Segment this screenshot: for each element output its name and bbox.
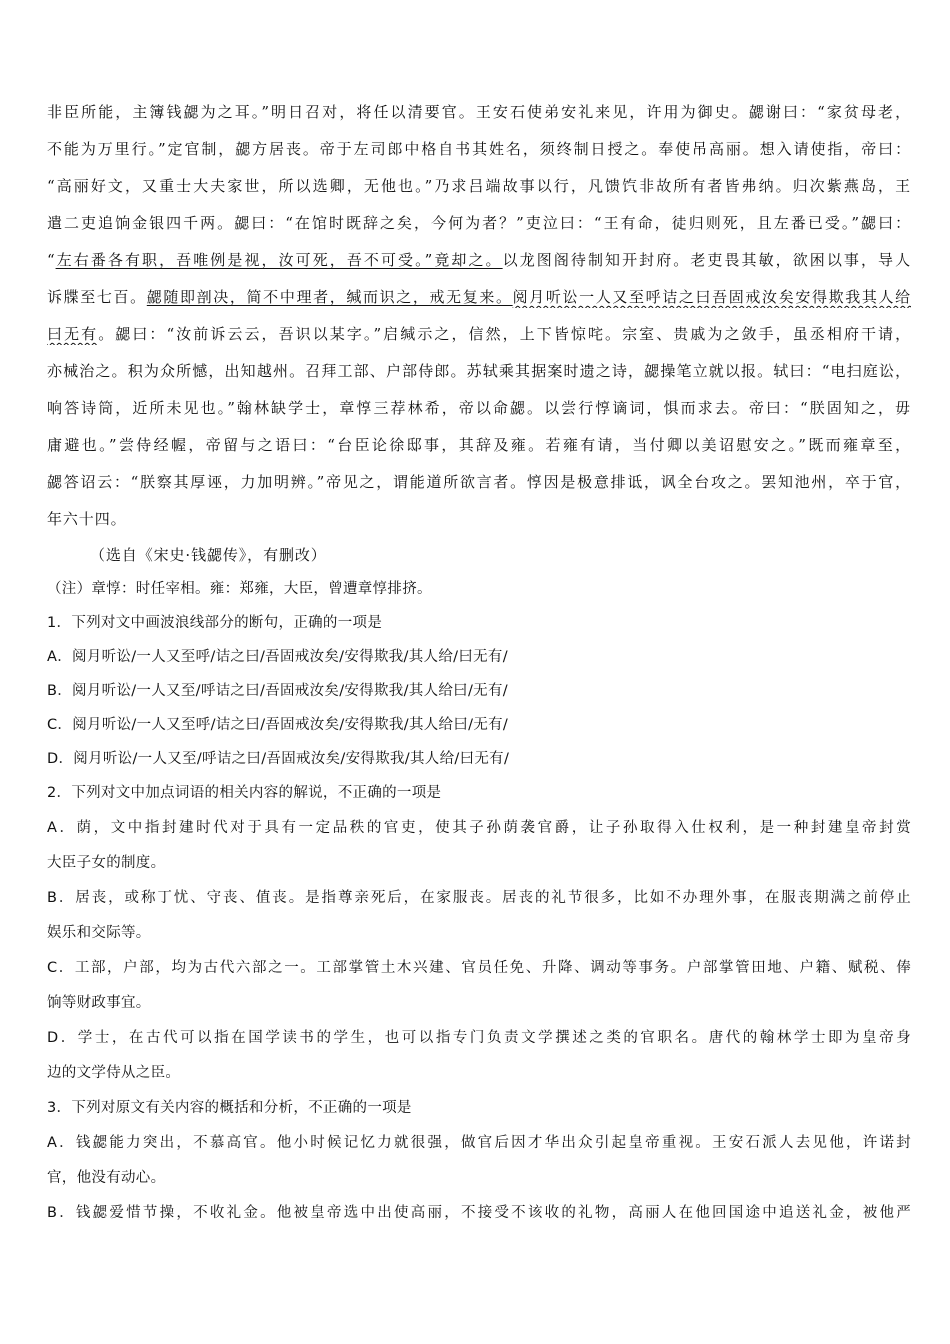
annotation-note: （注）章惇：时任宰相。雍：郑雍，大臣，曾遭章惇排挤。: [47, 581, 432, 597]
q3-stem: 3．下列对原文有关内容的概括和分析，不正确的一项是: [47, 1100, 412, 1116]
q1-option-b: B．阅月听讼/一人又至/呼诘之曰/吾固戒汝矣/安得欺我/其人给曰/无有/: [47, 683, 508, 699]
source-citation: （选自《宋史·钱勰传》，有删改）: [90, 546, 327, 564]
q1-option-c: C．阅月听讼/一人又至呼/诘之曰/吾固戒汝矣/安得欺我/其人给曰/无有/: [47, 717, 509, 733]
passage-line-7: [47, 323, 911, 345]
passage-line-7-post: 。勰曰：“汝前诉云云，吾识以某字。”启缄示之，信然，上下皆惊咤。宗室、贵戚为之敛手，虽丞相府干请，: [98, 325, 911, 343]
q1-stem: 1．下列对文中画波浪线部分的断句，正确的一项是: [47, 615, 383, 631]
q2-option-d-line2: 边的文学侍从之臣。: [47, 1065, 181, 1081]
q1-option-d: D．阅月听讼/一人又至/呼诘之曰/吾固戒汝矣/安得欺我/其人给/曰无有/: [47, 751, 510, 767]
passage-line-5-pre: “: [47, 251, 56, 269]
passage-line-3: “高丽好文，又重士大夫家世，所以选卿，无他也。”乃求吕端故事以行，凡馈饩非故所有者皆弗纳。归次紫燕岛，王: [47, 177, 911, 195]
passage-line-12: 年六十四。: [47, 510, 127, 528]
q2-option-b-line1: B．居丧，或称丁忧、守丧、值丧。是指尊亲死后，在家服丧。居丧的礼节很多，比如不办理外事，在服丧期满之前停止: [47, 890, 911, 906]
q2-option-d-line1: D．学士，在古代可以指在国学读书的学生，也可以指专门负责文学撰述之类的官职名。唐代的翰林学士即为皇帝身: [47, 1030, 911, 1046]
q2-option-b-line2: 娱乐和交际等。: [47, 925, 151, 941]
q2-option-c-line2: 饷等财政事宜。: [47, 995, 151, 1011]
passage-line-4: 遣二吏追饷金银四千两。勰曰：“在馆时既辞之矣，今何为者？”吏泣曰：“王有命，徒归则死，且左番已受。”勰曰：: [47, 214, 911, 232]
passage-line-5-post: 以龙图阁待制知开封府。老吏畏其敏，欲困以事，导人: [502, 251, 911, 269]
passage-line-9: 响答诗筒，近所未见也。”翰林缺学士，章惇三荐林希，帝以命勰。以尝行惇谪词，惧而求去。帝曰：“朕固知之，毋: [47, 399, 911, 417]
passage-line-11: 勰答诏云：“朕察其厚诬，力加明辨。”帝见之，谓能道所欲言者。惇因是极意排诋，讽全台攻之。罢知池州，卒于官，: [47, 473, 911, 491]
q2-option-c-line1: C．工部，户部，均为古代六部之一。工部掌管土木兴建、官员任免、升降、调动等事务。户部掌管田地、户籍、赋税、俸: [47, 960, 911, 976]
wavy-underlined-end: 曰无有: [47, 325, 99, 343]
q2-option-a-line2: 大臣子女的制度。: [47, 855, 166, 871]
q2-option-a-line1: A．荫，文中指封建时代对于具有一定品秩的官吏，使其子孙荫袭官爵，让子孙取得入仕权利，是一种封建皇帝封赏: [47, 820, 911, 836]
wavy-underlined-sentence: 阅月听讼一人又至呼诘之曰吾固戒汝矣安得欺我其人给: [512, 288, 911, 306]
q3-option-a-line2: 官，他没有动心。: [47, 1170, 166, 1186]
passage-line-2: 不能为万里行。”定官制，勰方居丧。帝于左司郎中格自书其姓名，须终制日授之。奉使吊高丽。想入请使指，帝曰：: [47, 140, 911, 158]
underlined-sentence: 勰随即剖决，简不中理者，缄而识之，戒无复来。: [146, 288, 513, 306]
q3-option-a-line1: A．钱勰能力突出，不慕高官。他小时候记忆力就很强，做官后因才华出众引起皇帝重视。王安石派人去见他，许诺封: [47, 1135, 911, 1151]
q3-option-b-line1: B．钱勰爱惜节操，不收礼金。他被皇帝选中出使高丽，不接受不该收的礼物，高丽人在他回国途中追送礼金，被他严: [47, 1205, 911, 1221]
passage-line-6: [47, 286, 911, 308]
passage-line-1: 非臣所能，主簿钱勰为之耳。”明日召对，将任以清要官。王安石使弟安礼来见，许用为御史。勰谢曰：“家贫母老，: [47, 103, 911, 121]
passage-line-5: [47, 249, 911, 271]
q1-option-a: A．阅月听讼/一人又至呼/诘之曰/吾固戒汝矣/安得欺我/其人给/曰无有/: [47, 649, 508, 665]
passage-line-10: 庸避也。”尝侍经幄，帝留与之语曰：“台臣论徐邸事，其辞及雍。若雍有请，当付卿以美诏慰安之。”既而雍章至，: [47, 436, 911, 454]
q2-stem: 2．下列对文中加点词语的相关内容的解说，不正确的一项是: [47, 785, 442, 801]
passage-line-8: 亦械治之。积为众所憾，出知越州。召拜工部、户部侍郎。苏轼乘其据案时遗之诗，勰操笔立就以报。轼曰：“电扫庭讼，: [47, 362, 911, 380]
passage-line-6-pre: 诉牒至七百。: [47, 288, 147, 306]
underlined-phrase: 左右番各有职，吾唯例是视，汝可死，吾不可受。”竟却之。: [55, 251, 503, 269]
